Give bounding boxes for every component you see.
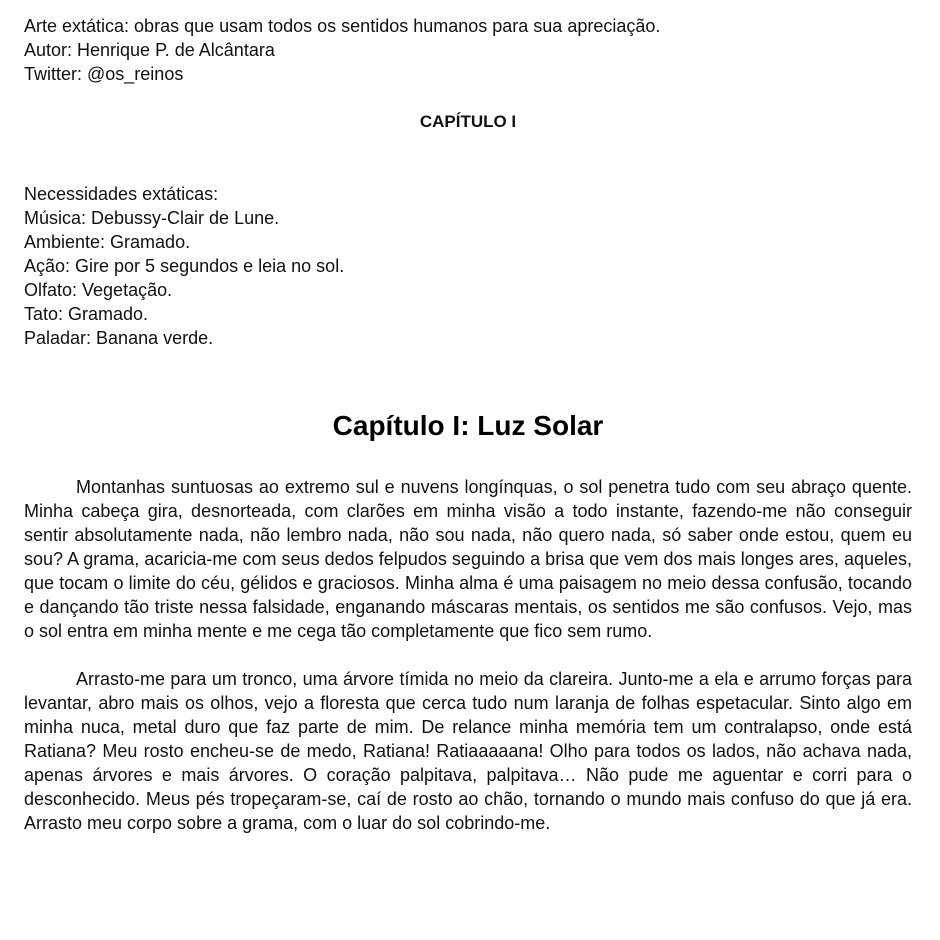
chapter-label: CAPÍTULO I (419, 112, 517, 131)
subtitle-line: Arte extática: obras que usam todos os sentidos humanos para sua apreciação. (24, 16, 661, 36)
document-page (24, 14, 912, 835)
needs-item-taste: Paladar: Banana verde. (24, 328, 214, 348)
header-block (24, 14, 912, 86)
author-line: Autor: Henrique P. de Alcântara (24, 40, 275, 60)
needs-item-smell: Olfato: Vegetação. (24, 280, 173, 300)
needs-item-music: Música: Debussy-Clair de Lune. (24, 208, 280, 228)
chapter-title: Capítulo I: Luz Solar (332, 410, 604, 441)
twitter-line: Twitter: @os_reinos (24, 64, 184, 84)
body-paragraph-1: Montanhas suntuosas ao extremo sul e nuvens longínquas, o sol penetra tudo com seu abraço quente. Minha cabeça gira, desnorteada, com clarões em minha visão a todo instante, fazendo-me não conseguir sentir absolutamente nada, não lembro nada, não sou nada, não quero nada, só saber onde estou, quem eu sou? A grama, acaricia-me com seus dedos felpudos seguindo a brisa que vem dos mais longes ares, aqueles, que tocam o limite do céu, gélidos e graciosos. Minha alma é uma paisagem no meio dessa confusão, tocando e dançando tão triste nessa falsidade, enganando máscaras mentais, os sentidos me são confusos. Vejo, mas o sol entra em minha mente e me cega tão completamente que fico sem rumo. (24, 477, 912, 641)
needs-heading: Necessidades extáticas: (24, 184, 219, 204)
needs-item-touch: Tato: Gramado. (24, 304, 149, 324)
body-paragraph-2: Arrasto-me para um tronco, uma árvore tímida no meio da clareira. Junto-me a ela e arrumo forças para levantar, abro mais os olhos, vejo a floresta que cerca tudo num laranja de folhas espetacular. Sinto algo em minha nuca, metal duro que faz parte de mim. De relance minha memória tem um contralapso, onde está Ratiana? Meu rosto encheu-se de medo, Ratiana! Ratiaaaaana! Olho para todos os lados, não achava nada, apenas árvores e mais árvores. O coração palpitava, palpitava… Não pude me aguentar e corri para o desconhecido. Meus pés tropeçaram-se, caí de rosto ao chão, tornando o mundo mais confuso do que já era. Arrasto meu corpo sobre a grama, com o luar do sol cobrindo-me. (24, 669, 912, 833)
needs-list (24, 182, 912, 350)
needs-item-environment: Ambiente: Gramado. (24, 232, 191, 252)
needs-item-action: Ação: Gire por 5 segundos e leia no sol. (24, 256, 345, 276)
